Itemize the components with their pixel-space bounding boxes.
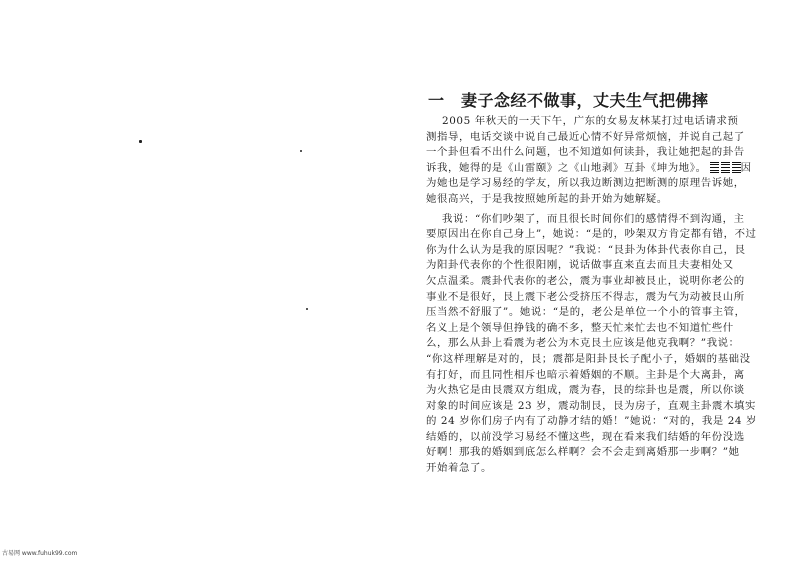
text-line [426,161,752,177]
text-line: 欠点温柔。震卦代表你的老公，震为事业却被艮止，说明你老公的 [426,274,745,287]
article-body [426,114,758,477]
text-line: 为阳卦代表你的个性很阳刚，说话做事直来直去而且夫妻相处又 [426,259,734,272]
text-line: 你为什么认为是我的原因呢？”我说：“艮卦为体卦代表你自己，艮 [426,243,746,256]
site-watermark: 古易网 www.fuhuk99.com [2,550,78,557]
text-line: 压当然不舒服了”。她说：“是的，老公是单位一个小的管事主管， [426,306,746,319]
text-line: 为她也是学习易经的学友，所以我边断测边把断测的原理告诉她， [426,177,745,190]
hexagram-shan-lei-yi-icon [710,162,719,173]
text-line: 要原因出在你自己身上”，她说：“是的，吵架双方肯定都有错，不过 [426,228,757,241]
text-line: 测指导，电话交谈中说自己最近心情不好异常烦恼，并说自己起了 [426,130,745,143]
text-line: 事业不是很好，艮上震下老公受挤压不得志，震为气为动被艮山所 [426,290,745,303]
paragraph-1 [426,114,752,208]
text-line: 2005 年秋天的一天下午，广东的女易友林某打过电话请求预 [442,115,739,127]
paragraph-2 [426,212,758,477]
text-span: 诉我，她得的是《山雷颐》之《山地剥》互卦《坤为地》。 [426,161,707,174]
hexagram-shan-di-bo-icon [721,162,730,173]
text-line: 我说：“你们吵架了，而且很长时间你们的感情得不到沟通，主 [442,212,745,225]
text-line: 结婚的，以前没学习易经不懂这些，现在看来我们结婚的年份没选 [426,430,745,443]
text-line: “你这样理解是对的，艮；震都是阳卦艮长子配小子，婚姻的基础没 [426,352,751,365]
hexagram-kun-wei-di-icon [732,162,741,173]
section-title: 一 妻子念经不做事，丈夫生气把佛摔 [428,91,709,110]
text-line: 她很高兴，于是我按照她所起的卦开始为她解疑。 [426,192,668,205]
text-line: 为火热它是由艮震双方组成，震为春，艮的综卦也是震，所以你谈 [426,384,745,397]
scan-speck [306,308,308,310]
text-line: 一个卦但看不出什么问题，也不知道如何读卦，我让她把起的卦告 [426,146,745,159]
text-line: 的 24 岁你们房子内有了动静才结的婚！”她说：“对的，我是 24 岁 [426,415,758,428]
text-line: 有打好，而且同性相斥也暗示着婚姻的不顺。主卦是个大离卦，离 [426,368,745,381]
scan-speck [139,140,142,143]
text-span: 因 [740,161,752,174]
text-line: 对象的时间应该是 23 岁，震动制艮，艮为房子，直观主卦震木填实 [426,399,756,412]
hexagram-figures [710,162,741,173]
text-line: 么，那么从卦上看震为老公为木克艮土应该是他克我啊？”我说： [426,337,740,350]
text-line: 好啊！那我的婚姻到底怎么样啊？会不会走到离婚那一步啊？”她 [426,446,740,459]
scan-speck [300,150,302,152]
text-line: 名义上是个领导但挣钱的确不多，整天忙来忙去也不知道忙些什 [426,321,734,334]
text-line: 开始着急了。 [426,462,492,475]
